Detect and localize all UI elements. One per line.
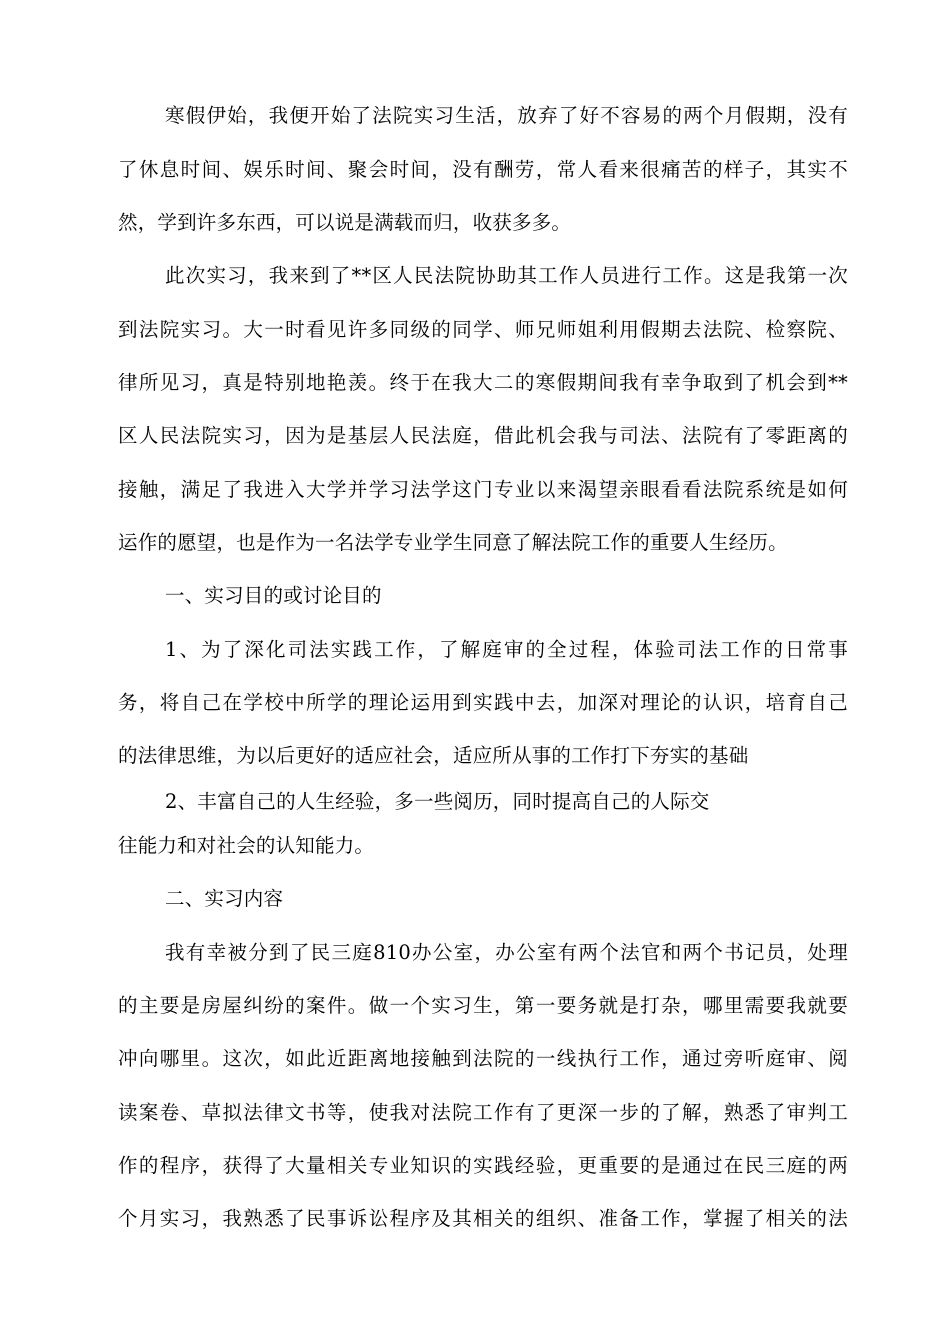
paragraph-line: 了休息时间、娱乐时间、聚会时间，没有酬劳，常人看来很痛苦的样子，其实不: [118, 158, 848, 181]
paragraph-line: 寒假伊始，我便开始了法院实习生活，放弃了好不容易的两个月假期，没有: [165, 104, 848, 127]
paragraph-line: 务，将自己在学校中所学的理论运用到实践中去，加深对理论的认识，培育自己: [118, 691, 848, 714]
paragraph-line: 我有幸被分到了民三庭810办公室，办公室有两个法官和两个书记员，处理: [165, 941, 848, 964]
paragraph-line: 的主要是房屋纠纷的案件。做一个实习生，第一要务就是打杂，哪里需要我就要: [118, 994, 848, 1017]
paragraph-line: 1、为了深化司法实践工作，了解庭审的全过程，体验司法工作的日常事: [165, 638, 848, 661]
paragraph-line: 区人民法院实习，因为是基层人民法庭，借此机会我与司法、法院有了零距离的: [118, 424, 848, 447]
paragraph-line: 此次实习，我来到了**区人民法院协助其工作人员进行工作。这是我第一次: [165, 264, 848, 287]
paragraph-line: 运作的愿望，也是作为一名法学专业学生同意了解法院工作的重要人生经历。: [118, 531, 788, 554]
paragraph-line: 个月实习，我熟悉了民事诉讼程序及其相关的组织、准备工作，掌握了相关的法: [118, 1207, 848, 1230]
section-heading: 二、实习内容: [165, 887, 284, 910]
paragraph-line: 接触，满足了我进入大学并学习法学这门专业以来渴望亲眼看看法院系统是如何: [118, 478, 848, 501]
paragraph-line: 冲向哪里。这次，如此近距离地接触到法院的一线执行工作，通过旁听庭审、阅: [118, 1047, 848, 1070]
paragraph-line: 到法院实习。大一时看见许多同级的同学、师兄师姐利用假期去法院、检察院、: [118, 318, 848, 341]
paragraph-line: 的法律思维，为以后更好的适应社会，适应所从事的工作打下夯实的基础: [118, 744, 749, 767]
paragraph-line: 2、丰富自己的人生经验，多一些阅历，同时提高自己的人际交: [165, 790, 710, 813]
paragraph-line: 律所见习，真是特别地艳羡。终于在我大二的寒假期间我有幸争取到了机会到**: [118, 371, 848, 394]
paragraph-line: 然，学到许多东西，可以说是满载而归，收获多多。: [118, 211, 572, 234]
section-heading: 一、实习目的或讨论目的: [165, 584, 382, 607]
paragraph-line: 作的程序，获得了大量相关专业知识的实践经验，更重要的是通过在民三庭的两: [118, 1154, 848, 1177]
paragraph-line: 往能力和对社会的认知能力。: [118, 834, 375, 857]
paragraph-line: 读案卷、草拟法律文书等，使我对法院工作有了更深一步的了解，熟悉了审判工: [118, 1101, 848, 1124]
